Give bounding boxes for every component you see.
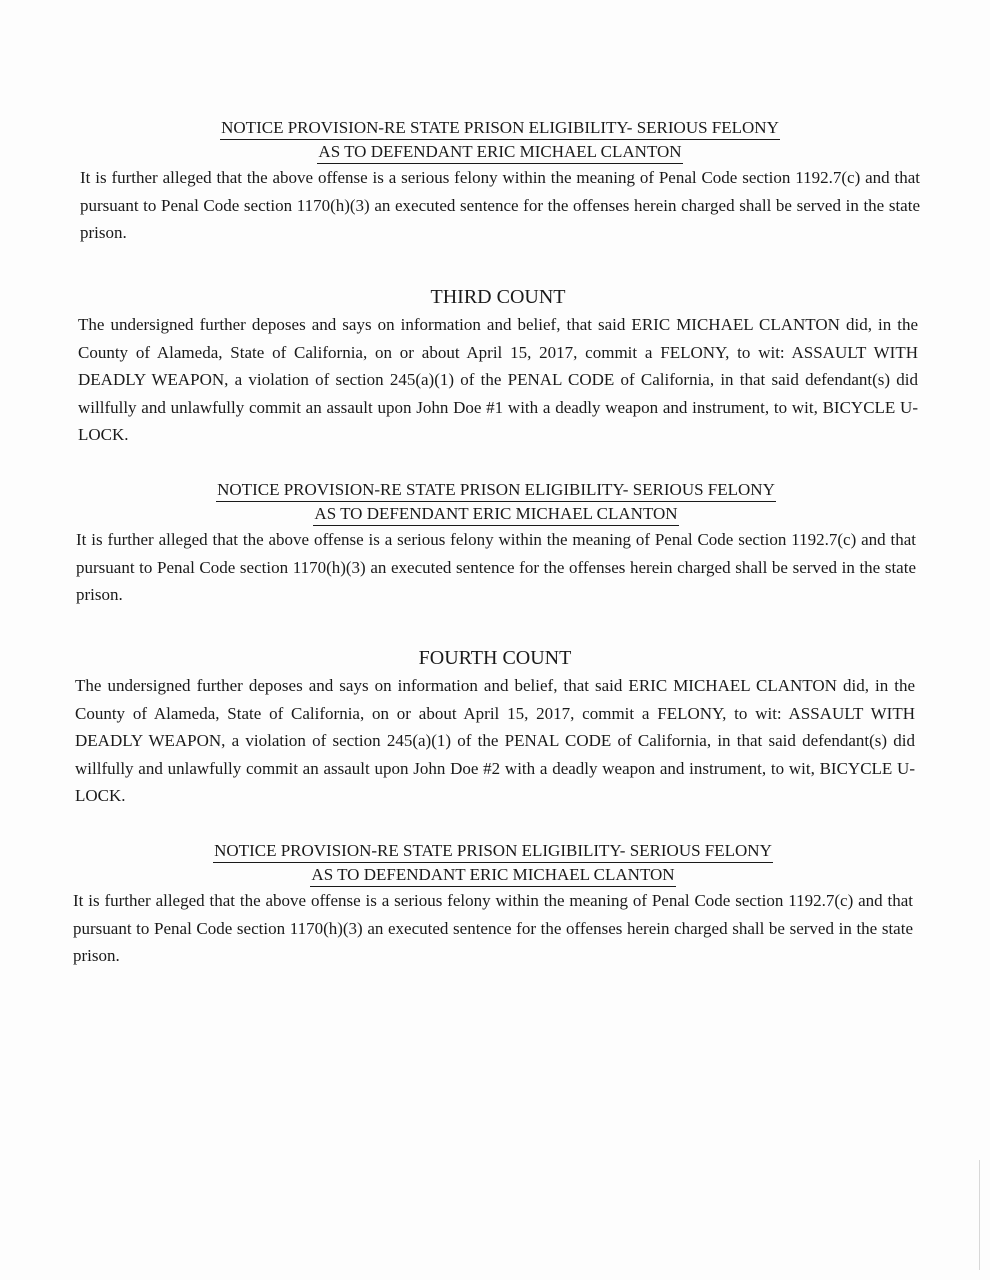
notice-heading-3-line1: NOTICE PROVISION-RE STATE PRISON ELIGIBILITY- SERIOUS FELONY: [213, 840, 773, 863]
notice-heading-3b: [73, 863, 913, 887]
count-title-fourth: FOURTH COUNT: [418, 647, 572, 669]
notice-section-1: [80, 116, 920, 247]
notice-section-2: [76, 478, 916, 609]
count-body-fourth: The undersigned further deposes and says on information and belief, that said ERIC MICHAEL CLANTON did, in the County of Alameda, State of California, on or about April 15, 2017, commit a FELONY, to wit: ASSAULT WITH DEADLY WEAPON, a violation of section 245(a)(1) of the PENAL CODE of California, in that said defendant(s) did willfully and unlawfully commit an assault upon John Doe #2 with a deadly weapon and instrument, to wit, BICYCLE U-LOCK.: [75, 676, 915, 805]
notice-body-3: It is further alleged that the above offense is a serious felony within the meaning of Penal Code section 1192.7(c) and that pursuant to Penal Code section 1170(h)(3) an executed sentence for the offenses herein charged shall be served in the state prison.: [73, 891, 913, 965]
notice-heading-1: [80, 116, 920, 140]
notice-heading-1b: [80, 140, 920, 164]
count-section-fourth: [75, 644, 915, 810]
notice-body-1: It is further alleged that the above offense is a serious felony within the meaning of Penal Code section 1192.7(c) and that pursuant to Penal Code section 1170(h)(3) an executed sentence for the offenses herein charged shall be served in the state prison.: [80, 168, 920, 242]
notice-heading-2-line1: NOTICE PROVISION-RE STATE PRISON ELIGIBILITY- SERIOUS FELONY: [216, 479, 776, 502]
notice-heading-1-line1: NOTICE PROVISION-RE STATE PRISON ELIGIBILITY- SERIOUS FELONY: [220, 117, 780, 140]
scan-edge-line: [979, 1160, 980, 1270]
count-body-third: The undersigned further deposes and says on information and belief, that said ERIC MICHAEL CLANTON did, in the County of Alameda, State of California, on or about April 15, 2017, commit a FELONY, to wit: ASSAULT WITH DEADLY WEAPON, a violation of section 245(a)(1) of the PENAL CODE of California, in that said defendant(s) did willfully and unlawfully commit an assault upon John Doe #1 with a deadly weapon and instrument, to wit, BICYCLE U-LOCK.: [78, 315, 918, 444]
notice-heading-3-line2: AS TO DEFENDANT ERIC MICHAEL CLANTON: [310, 864, 675, 887]
notice-heading-2: [76, 478, 916, 502]
notice-heading-3: [73, 839, 913, 863]
notice-heading-1-line2: AS TO DEFENDANT ERIC MICHAEL CLANTON: [317, 141, 682, 164]
notice-body-2: It is further alleged that the above offense is a serious felony within the meaning of Penal Code section 1192.7(c) and that pursuant to Penal Code section 1170(h)(3) an executed sentence for the offenses herein charged shall be served in the state prison.: [76, 530, 916, 604]
count-title-third: THIRD COUNT: [430, 286, 566, 308]
count-section-third: [78, 283, 918, 449]
notice-heading-2-line2: AS TO DEFENDANT ERIC MICHAEL CLANTON: [313, 503, 678, 526]
notice-section-3: [73, 839, 913, 970]
notice-heading-2b: [76, 502, 916, 526]
